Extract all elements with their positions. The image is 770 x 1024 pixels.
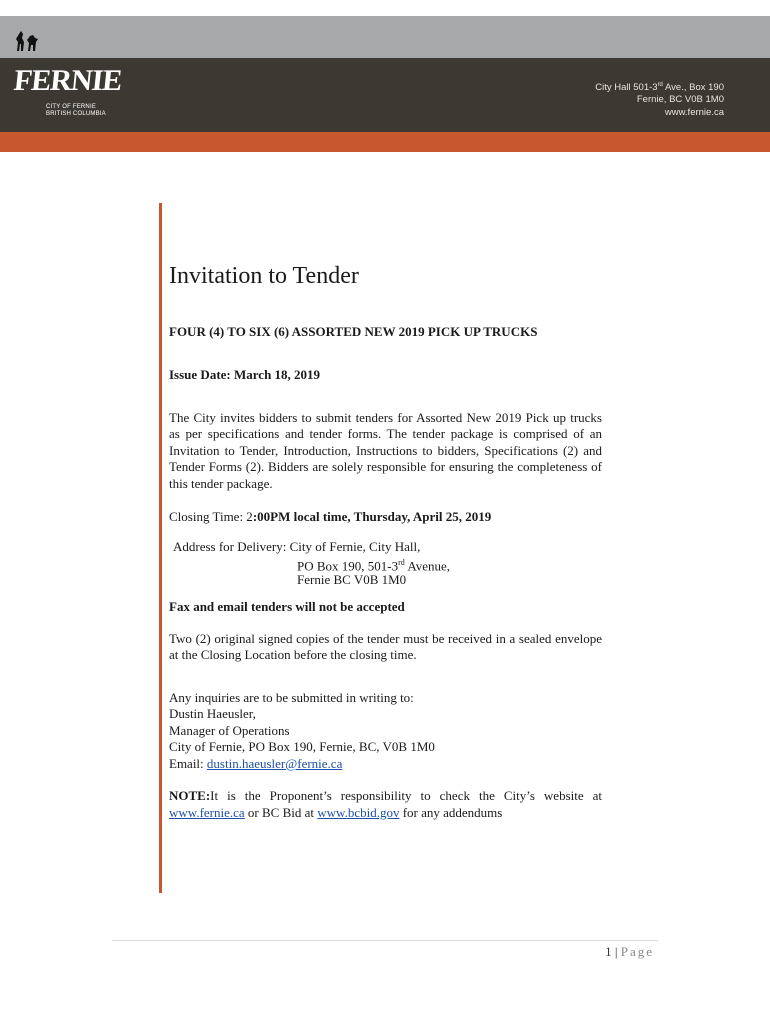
issue-date: Issue Date: March 18, 2019 <box>169 366 321 382</box>
note-paragraph: NOTE:It is the Proponent’s responsibility to check the City’s website at www.fernie.ca or BC Bid at www.bcbid.gov for any addendums <box>169 788 602 820</box>
page-footer: 1 | Page <box>605 944 654 959</box>
copies-paragraph: Two (2) original signed copies of the tender must be received in a sealed envelope at the Closing Location before the closing time. <box>169 630 602 663</box>
footer-divider <box>112 940 658 941</box>
inquiries-block: Any inquiries are to be submitted in writing to: Dustin Haeusler, Manager of Operations City of Fernie, PO Box 190, Fernie, BC, V0B 1M0 Email: dustin.haeusler@fernie.ca <box>169 690 602 773</box>
content-accent-bar <box>159 203 162 893</box>
contact-title: Manager of Operations <box>169 722 290 738</box>
intro-paragraph: The City invites bidders to submit tenders for Assorted New 2019 Pick up trucks as per specifications and tender forms. The tender package is comprised of an Invitation to Tender, Introduction, Instructions to bidders, Specifications (2) and Tender Forms (2). Bidders are solely responsible for ensuring the completeness of this tender package. <box>169 409 602 491</box>
closing-time: Closing Time: 2:00PM local time, Thursday, April 25, 2019 <box>169 509 492 525</box>
header-address-line1: City Hall 501-3rd Ave., Box 190 <box>595 82 724 94</box>
contact-address: City of Fernie, PO Box 190, Fernie, BC, V0B 1M0 <box>169 739 435 755</box>
delivery-address: Address for Delivery: City of Fernie, City Hall, PO Box 190, 501-3rd Avenue, Fernie BC V0B 1M0 <box>173 538 451 587</box>
rider-silhouette-icon <box>14 30 40 52</box>
logo-line-province: BRITISH COLUMBIA <box>46 111 106 117</box>
tender-subtitle: FOUR (4) TO SIX (6) ASSORTED NEW 2019 PICK UP TRUCKS <box>169 323 538 339</box>
document-body <box>169 262 602 821</box>
header-accent-band <box>0 132 770 152</box>
page-title: Invitation to Tender <box>169 263 359 289</box>
header-website[interactable]: www.fernie.ca <box>664 107 724 118</box>
logo-line-city: CITY OF FERNIE <box>46 104 97 110</box>
contact-name: Dustin Haeusler, <box>169 706 256 722</box>
page-number: 1 <box>605 944 612 959</box>
fernie-logo: FERNIE <box>12 64 124 97</box>
email-link[interactable]: dustin.haeusler@fernie.ca <box>206 755 343 771</box>
fax-notice: Fax and email tenders will not be accepted <box>169 598 405 614</box>
fernie-website-link[interactable]: www.fernie.ca <box>169 804 245 820</box>
header-top-band <box>0 16 770 58</box>
header-address-line2: Fernie, BC V0B 1M0 <box>636 94 724 105</box>
bcbid-link[interactable]: www.bcbid.gov <box>317 804 400 820</box>
